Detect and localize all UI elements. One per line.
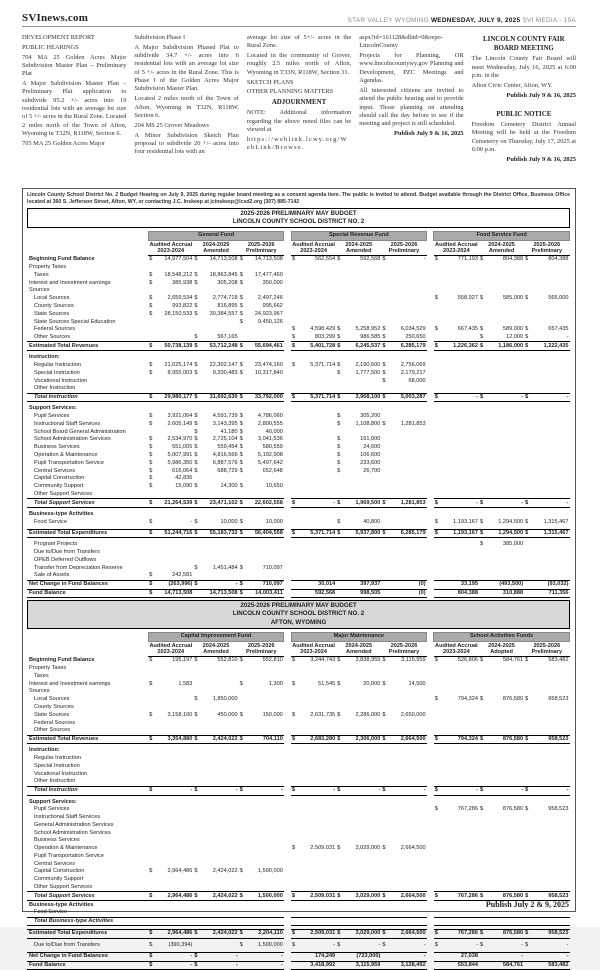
table-row: Capital Construction $ 42,836: [34, 475, 193, 482]
table-row: OPEB Deferred Outflows: [34, 556, 97, 563]
table-row: Vocational Instruction $ 68,000: [34, 377, 426, 384]
article-paragraph: A Major Subdivision Phased Plat to subdivide 34.7 +/- acres into 6 residential lots with an average lot size of 5 +/- acres in the Rural Zone. This is Phase I of the Golden Acres Major Subdivision Master Plan.: [134, 43, 239, 93]
article-paragraph: Located 2 miles north of the Town of Afton, Wyoming in T32N, R118W, Section 6.: [134, 95, 239, 119]
column-header-row: Audited Accrual 2023-2024 2024-2025 Amended 2025-2026 Preliminary Audited Accrual 2023-2024 2024-2025 Amended 2025-2026 Preliminary Audited Accrual 2023-2024 2024-2025 Adopted 2025-2026 Preliminary: [27, 641, 570, 656]
table-row: Regular Instruction: [34, 755, 81, 762]
table-row: School Administration Services: [34, 829, 111, 836]
table-row: Fund Balance $ 14,713,508 14,713,508 $ 14,003,411 592,568 998,505 (0) 804,388 310,888 711,356: [29, 590, 569, 597]
table-row: Business Services $ 551,005 $ 559,454 $ 580,559 $ 24,600: [34, 444, 381, 451]
budget-title-line: AFTON, WYOMING: [270, 618, 327, 626]
table-row: Interest and Investment earnings $ 1,583 $ 1,300 $ 51,545 $ 20,000 $ 14,500: [29, 680, 426, 687]
publish-date: Publish July 2 & 9, 2025: [485, 900, 569, 909]
table-row: Pupil Services $ 3,921,064 $ 4,591,739 $ 4,786,060 $ 305,200: [34, 413, 381, 420]
article-columns: [22, 34, 576, 182]
table-row: Operation & Maintenance $ 2,509,031 $ 3,029,000 $ 2,664,500: [34, 845, 426, 852]
table-row: Program Projects $ 385,000: [34, 541, 524, 548]
table-row: Net Change in Fund Balances $ - $ - - 174,249 (723,000) - 27,038 - -: [29, 953, 569, 960]
masthead: [22, 12, 576, 27]
article-paragraph: average lot size of 5+/- acres in the Rural Zone.: [246, 34, 352, 50]
table-row: Fund Balance $ - $ - - 3,418,992 3,115,959 3,128,492 553,844 584,761 583,482: [29, 961, 569, 968]
table-row: State Sources Special Education $ 9,450,126: [34, 318, 283, 325]
table-row: Beginning Fund Balance $ 195,197 $ 552,810 $ 552,810 $ 3,244,743 $ 3,838,959 $ 3,115,959 $ 526,806 $ 584,761 $ 583,482: [29, 657, 569, 664]
article-paragraph: Afton Civic Center, Afton, WY.: [471, 81, 553, 89]
table-row: Interest and Investment earnings $ 385,938 $ 305,208 $ 350,000: [29, 279, 283, 286]
table-row: Local Sources $ 2,659,534 $ 2,774,718 $ 2,497,246 $ 558,927 $ 585,000 $ 565,000: [34, 295, 569, 302]
article-heading: ADJOURNMENT: [271, 98, 327, 106]
article-paragraph: 204 MS 25 Grover Meadows: [134, 121, 209, 129]
table-row: Property Taxes: [29, 665, 67, 672]
table-row: County Sources: [34, 703, 74, 710]
table-row: State Sources $ 28,150,533 $ 30,384,557 $ 24,923,967: [34, 310, 283, 317]
table-row: Sale of Assets $ 242,581: [34, 572, 193, 579]
table-row: Food Service $ - $ 10,000 $ 10,000 $ 40,800 $ 1,193,167 $ 1,294,500 $ 1,315,467: [34, 518, 569, 525]
table-row: Community Support: [34, 876, 84, 883]
table-row: Instruction:: [29, 747, 60, 754]
budget-notice: [22, 188, 576, 968]
article-paragraph: 705 MA 25 Golden Acres Major: [22, 139, 105, 147]
table-row: Instructional Staff Services: [34, 814, 101, 821]
article-paragraph: A Major Subdivision Master Plan – Preliminary Plat application to subdivide 95.2 +/- acres into 19 residential lots with an average lot size of 5 +/- acres in the Rural Zone. Located 2 miles north of the Town of Afton, Wyoming in T32N, R118W, Section 6.: [22, 80, 127, 138]
dateline: [348, 17, 576, 24]
article-paragraph: Projects for Planning, OR www.lincolncountywy.gov Planning and Development, PZC Meetings and Agendas.: [359, 52, 464, 85]
article-paragraph: NOTE: Additional information regarding the above noted files can be viewed at: [246, 109, 352, 133]
table-row: Total Instruction $ - $ - $ - $ - $ - $ - $ - $ - $ -: [27, 786, 570, 795]
table-row: Local Sources $ 1,850,000 $ 794,324 $ 876,580 $ 958,523: [34, 696, 569, 703]
table-row: Other Support Services: [34, 490, 93, 497]
site-title: SVInews.com: [22, 12, 89, 24]
table-row: Transfer from Depreciation Reserve $ 1,451,484 $ 710,097: [34, 564, 283, 571]
table-row: Instructional Staff Services $ 2,605,149 $ 3,143,395 $ 2,800,555 $ 1,108,800 $ 1,281,853: [34, 420, 426, 427]
table-row: Special Instruction: [34, 762, 80, 769]
table-row: Vocational Instruction: [34, 770, 88, 777]
article-paragraph: Subdivision Phase I: [134, 34, 186, 41]
article-paragraph: A Minor Subdivision Sketch Plan proposal to subdivide 20 +/- acres into four residential lots with an: [134, 131, 239, 156]
table-row: Due to/Due from Transfers $ (390,394) $ 1,500,000 $ - $ - $ - $ - $ - $ -: [34, 941, 569, 948]
budget-table-1: [27, 231, 570, 599]
budget-title-line: 2025-2026 PRELIMINARY MAY BUDGET: [240, 602, 357, 610]
column-header-row: Audited Accrual 2023-2024 2024-2025 Amended 2025-2026 Preliminary Audited Accrual 2023-2024 2024-2025 Amended 2025-2026 Preliminary Audited Accrual 2023-2024 2024-2025 Amended 2025-2026 Preliminary: [27, 240, 570, 255]
table-row: Due to/Due from Transfers: [34, 549, 100, 556]
budget-intro: Lincoln County School District No. 2 Budget Hearing on July 9, 2025 during regular board meeting as a consent agenda item. The public is invited to attend. Budget available through the District Office, Business Office located at 360 S. Jefferson Street, Afton, WY, or contacting J.C. Inskeep at jcinskeep@lcsd2.org (307) 885-7142: [27, 192, 570, 205]
table-row: Central Services: [34, 860, 76, 867]
article-paragraph: Freedom Cemetery District Annual Meeting will be held at the Freedom Cemeterry on Thursday, July 17, 2025 at 6:00 p.m.: [471, 121, 577, 154]
table-row: Estimated Total Revenues $ 3,354,880 $ 2,424,022 $ 704,110 $ 2,683,280 $ 2,306,000 $ 2,664,500 $ 794,324 $ 876,580 $ 958,523: [29, 736, 569, 743]
table-row: General Administration Services: [34, 821, 114, 828]
article-paragraph: Located in the community of Grover, roughly 2.5 miles north of Afton, Wyoming in T33N, R118W, Section 31.: [246, 52, 352, 76]
table-row: Business-type Activities: [29, 901, 94, 908]
table-row: Beginning Fund Balance $ 14,977,504 $ 14,713,508 $ 14,713,508 $ 562,554 $ 592,568 $ - $ 771,193 $ 804,388 $ 804,388: [29, 256, 569, 263]
budget-title-line: LINCOLN COUNTY SCHOOL DISTRICT NO. 2: [232, 217, 365, 225]
table-row: Regular Instruction $ 21,025,174 $ 22,302,147 $ 23,474,160 $ 5,371,714 $ 2,190,600 $ 2,756,069: [34, 361, 426, 368]
table-row: Total Business-type Activities: [27, 917, 570, 926]
article-paragraph: aspx?id=161128&dbtd=0&repo-LincolnCounty: [359, 34, 443, 50]
article-paragraph: OTHER PLANNING MATTERS: [246, 88, 334, 96]
table-row: Other Instruction: [34, 778, 76, 785]
article-heading: PUBLIC NOTICE: [496, 110, 552, 118]
table-row: Estimated Total Expenditures $ 2,964,486 $ 2,424,022 $ 2,204,110 $ 2,509,031 $ 3,029,000 $ 2,664,500 $ 767,286 $ 876,580 $ 958,523: [29, 930, 569, 937]
article-paragraph: The Lincoln County Fair Board will meet Wednesday, July 16, 2025 at 6:00 p.m. in the: [471, 55, 577, 80]
budget-title-line: 2025-2026 PRELIMINARY MAY BUDGET: [240, 209, 357, 217]
table-row: Estimated Total Expenditures $ 51,244,716 $ 55,183,732 $ 56,404,558 $ 5,371,714 $ 5,937,800 $ 6,285,179 $ 1,193,167 $ 1,294,500 $ 1,315,467: [29, 530, 569, 537]
table-row: Property Taxes: [29, 264, 67, 271]
table-row: Other Sources: [34, 727, 71, 734]
table-row: School Board General Administration $ 41,180 $ 40,000: [34, 428, 283, 435]
article-column: [134, 34, 238, 182]
table-row: Food Service: [34, 909, 67, 916]
article-paragraph: DEVELOPMENT REPORT: [22, 34, 95, 41]
table-row: Special Instruction $ 8,955,003 $ 9,330,483 $ 10,317,840 $ 1,777,500 $ 2,179,217: [34, 369, 426, 376]
table-row: School Administration Services $ 2,534,970 $ 2,725,104 $ 3,041,536 $ 161,000: [34, 436, 381, 443]
table-row: Instruction:: [29, 354, 60, 361]
edition-label: SVI MEDIA - 19A: [520, 17, 576, 24]
table-row: Net Change in Fund Balances $ (263,996) $ - $ 710,097 30,014 397,937 (0) 33,195 (493,500) (93,032): [29, 581, 569, 588]
table-row: Pupil Transportation Service: [34, 852, 104, 859]
table-row: Business-type Activities: [29, 510, 94, 517]
table-row: Taxes: [34, 672, 49, 679]
table-row: County Sources $ 993,822 $ 816,895 $ 995,662: [34, 303, 283, 310]
budget-title-line: LINCOLN COUNTY SCHOOL DISTRICT NO. 2: [232, 610, 365, 618]
article-paragraph: PUBLIC HEARINGS: [22, 43, 79, 51]
article-column: [359, 34, 463, 182]
table-row: Other Instruction: [34, 385, 76, 392]
region-label: STAR VALLEY WYOMING: [347, 17, 431, 24]
budget-title-2: [27, 600, 570, 628]
table-row: Operation & Maintenance $ 5,007,991 $ 4,816,566 $ 5,192,908 $ 106,600: [34, 451, 381, 458]
table-row: Pupil Services $ 767,286 $ 876,580 $ 958,523: [34, 806, 569, 813]
table-row: Other Sources $ 567,165 $ 803,299 $ 986,585 $ 250,650 $ 12,000 $ -: [34, 334, 569, 341]
table-row: Central Services $ 616,064 $ 688,729 $ 652,648 $ 26,700: [34, 467, 381, 474]
article-column: [247, 34, 351, 182]
table-row: Support Services:: [29, 405, 77, 412]
table-row: Business Services: [34, 837, 80, 844]
table-row: Taxes $ 18,548,212 $ 18,863,845 $ 17,477,460: [34, 271, 283, 278]
weblink-url: https://weblink.lcwy.org/WebLink/Browse.: [246, 135, 348, 152]
article-heading: LINCOLN COUNTY FAIR BOARD MEETING: [483, 36, 565, 52]
table-row: Other Support Services: [34, 884, 93, 890]
fund-header-row: General Fund Special Revenue Fund Food Service Fund: [27, 231, 570, 240]
article-paragraph: [472, 102, 576, 109]
publish-line: Publish July 9 & 16, 2025: [506, 91, 577, 99]
article-paragraph: SKETCH PLANS: [246, 78, 294, 86]
table-row: Estimated Total Revenues $ 50,738,139 $ 53,712,248 $ 55,694,461 $ 5,401,728 $ 6,245,537 $ 6,285,179 $ 1,226,362 $ 1,186,000 $ 1,222,435: [29, 342, 569, 349]
table-row: Sources: [29, 287, 50, 294]
table-row: Pupil Transportation Service $ 5,986,350 $ 6,887,576 $ 5,497,642 $ 233,600: [34, 459, 381, 466]
table-row: Support Services:: [29, 798, 77, 805]
budget-title-1: [27, 208, 570, 228]
table-row: Federal Sources: [34, 719, 76, 726]
table-row: Federal Sources $ 4,598,429 $ 5,258,952 $ 6,034,529 $ 667,435 $ 589,000 $ 657,435: [34, 326, 569, 333]
table-row: Total Support Services $ 21,264,539 $ 23,471,102 $ 22,602,558 $ - $ 1,969,500 $ 1,281,853 $ - $ - $ -: [27, 499, 570, 508]
table-row: State Sources $ 3,158,100 $ 450,000 $ 150,000 $ 2,631,735 $ 2,286,000 $ 2,650,000: [34, 711, 426, 718]
publish-line: Publish July 9 & 16, 2025: [506, 155, 577, 163]
article-paragraph: 704 MA 25 Golden Acres Major Subdivision Master Plan – Preliminary Plat: [22, 53, 127, 78]
budget-table-2: [27, 632, 570, 970]
date-label: WEDNESDAY, JULY 9, 2025: [430, 17, 521, 24]
table-row: Community Support $ 15,090 $ 14,300 $ 10,650: [34, 483, 283, 490]
table-row: Sources: [29, 688, 50, 695]
table-row: Capital Construction $ 2,964,486 $ 2,424,022 $ 1,500,000: [34, 868, 283, 875]
table-row: Total Support Services $ 2,964,486 $ 2,424,022 $ 1,500,000 $ 2,509,031 $ 3,029,000 $ 2,664,500 $ 767,286 $ 876,580 $ 958,523: [27, 892, 570, 901]
publish-line: Publish July 9 & 16, 2025: [394, 130, 464, 138]
article-paragraph: All interested citizens are invited to attend the public hearing and to provide input. Those planning on attending should call the day before to see if the meeting and project is still scheduled.: [359, 86, 464, 128]
table-row: Total Instruction $ 29,980,177 $ 31,692,630 $ 33,792,000 $ 5,371,714 $ 3,968,100 $ 5,003,287 $ - $ - $ -: [27, 393, 570, 402]
article-column: [22, 34, 126, 182]
fund-header-row: Capital Improvement Fund Major Maintenance School Activities Funds: [27, 632, 570, 641]
article-column: [472, 34, 576, 182]
